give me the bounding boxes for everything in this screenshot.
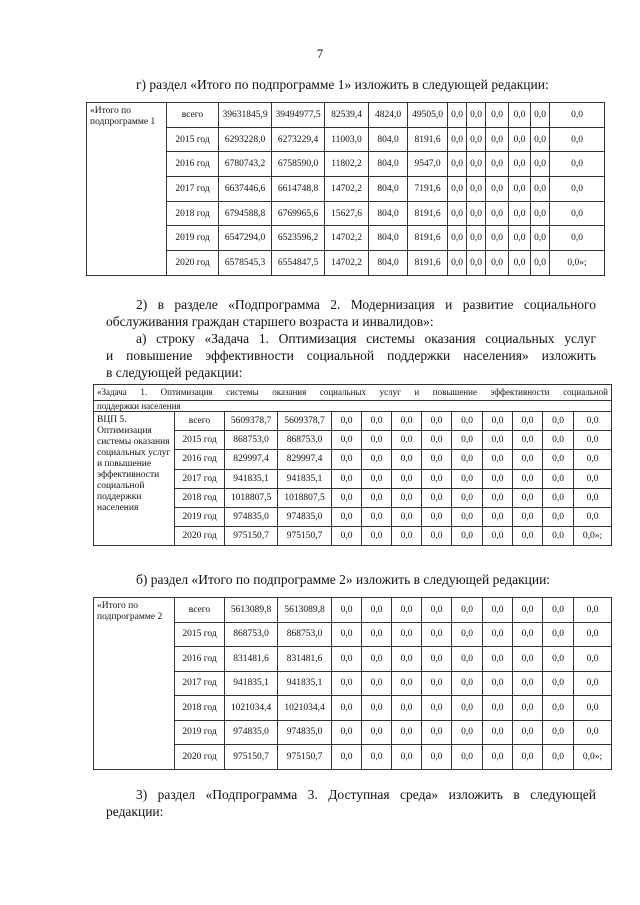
value-cell: 6554847,5 [272,251,325,276]
value-cell: 0,0 [422,696,452,721]
value-cell: 6293228,0 [219,127,272,152]
value-cell: 0,0 [543,412,574,431]
value-cell: 6614748,8 [272,177,325,202]
value-cell: 1018807,5 [278,488,332,507]
value-cell: 0,0 [422,450,452,469]
row-group-label: «Итого по подпрограмме 1 [87,103,167,276]
value-cell: 0,0 [467,226,486,251]
value-cell: 1021034,4 [225,696,278,721]
value-cell: 0,0 [531,226,550,251]
value-cell: 0,0 [467,152,486,177]
value-cell: 6794588,8 [219,201,272,226]
value-cell: 0,0 [550,103,605,128]
value-cell: 0,0 [574,671,612,696]
value-cell: 11802,2 [325,152,369,177]
value-cell: 0,0 [483,527,513,546]
paragraph-a-line2: и повышение эффективности социальной поддержки населения» изложить [106,348,596,363]
period-cell: всего [175,412,225,431]
value-cell: 0,0 [392,527,422,546]
value-cell: 1018807,5 [225,488,278,507]
value-cell: 0,0 [483,671,513,696]
period-cell: 2020 год [167,251,219,276]
value-cell: 11003,0 [325,127,369,152]
value-cell: 0,0 [486,251,509,276]
value-cell: 8191,6 [408,127,448,152]
value-cell: 6758590,0 [272,152,325,177]
value-cell: 0,0 [332,469,362,488]
page-number: 7 [316,46,324,61]
paragraph-b: б) раздел «Итого по подпрограмме 2» изложить в следующей редакции: [136,572,551,587]
value-cell: 974835,0 [278,720,332,745]
value-cell: 0,0 [422,598,452,623]
value-cell: 941835,1 [278,671,332,696]
value-cell: 0,0 [332,450,362,469]
period-cell: 2018 год [175,696,225,721]
value-cell: 0,0 [362,622,392,647]
value-cell: 0,0 [574,622,612,647]
value-cell: 0,0 [422,507,452,526]
value-cell: 0,0 [483,431,513,450]
table-zadacha-1 [93,384,612,546]
value-cell: 0,0 [422,647,452,672]
value-cell: 0,0 [332,622,362,647]
value-cell: 0,0 [550,177,605,202]
value-cell: 804,0 [369,152,408,177]
value-cell: 0,0 [448,177,467,202]
value-cell: 0,0 [392,488,422,507]
value-cell: 0,0 [392,696,422,721]
value-cell: 831481,6 [278,647,332,672]
value-cell: 804,0 [369,226,408,251]
value-cell: 0,0»; [574,745,612,770]
value-cell: 0,0 [531,103,550,128]
value-cell: 0,0 [467,103,486,128]
period-cell: 2019 год [175,720,225,745]
value-cell: 8191,6 [408,226,448,251]
value-cell: 4824,0 [369,103,408,128]
period-cell: 2019 год [167,226,219,251]
value-cell: 15627,6 [325,201,369,226]
value-cell: 0,0 [509,226,531,251]
value-cell: 804,0 [369,127,408,152]
value-cell: 0,0 [392,469,422,488]
value-cell: 829997,4 [278,450,332,469]
value-cell: 6780743,2 [219,152,272,177]
value-cell: 0,0 [332,696,362,721]
value-cell: 0,0 [422,412,452,431]
value-cell: 0,0 [392,745,422,770]
value-cell: 0,0 [422,431,452,450]
value-cell: 0,0 [483,507,513,526]
value-cell: 0,0 [513,622,543,647]
value-cell: 0,0 [513,647,543,672]
value-cell: 14702,2 [325,177,369,202]
value-cell: 0,0 [513,720,543,745]
value-cell: 0,0 [486,177,509,202]
period-cell: 2016 год [175,450,225,469]
value-cell: 0,0 [332,412,362,431]
row-group-label: ВЦП 5. Оптимизация системы оказания социальных услуг и повышение эффективности социальной поддержки населения [94,412,175,546]
value-cell: 0,0 [452,527,483,546]
value-cell: 0,0»; [550,251,605,276]
value-cell: 0,0 [452,488,483,507]
value-cell: 0,0 [362,450,392,469]
value-cell: 0,0 [574,507,612,526]
value-cell: 0,0 [574,412,612,431]
value-cell: 0,0 [422,671,452,696]
value-cell: 0,0 [543,696,574,721]
value-cell: 0,0 [483,469,513,488]
table-header-row-2 [94,401,612,412]
value-cell: 0,0 [362,745,392,770]
table-header-line2: поддержки населения [94,401,612,412]
value-cell: 0,0 [550,152,605,177]
value-cell: 0,0 [574,431,612,450]
value-cell: 8191,6 [408,201,448,226]
table-header-line1: «Задача 1. Оптимизация системы оказания социальных услуг и повышение эффективности социальной [94,385,612,401]
value-cell: 0,0 [513,696,543,721]
period-cell: 2019 год [175,507,225,526]
value-cell: 0,0 [543,745,574,770]
value-cell: 941835,1 [225,671,278,696]
period-cell: 2016 год [175,647,225,672]
value-cell: 0,0 [422,745,452,770]
value-cell: 39631845,9 [219,103,272,128]
value-cell: 0,0 [467,127,486,152]
value-cell: 0,0 [574,598,612,623]
value-cell: 831481,6 [225,647,278,672]
value-cell: 974835,0 [225,720,278,745]
value-cell: 0,0 [483,598,513,623]
value-cell: 0,0 [486,152,509,177]
value-cell: 0,0 [362,527,392,546]
value-cell: 0,0 [531,127,550,152]
value-cell: 868753,0 [278,431,332,450]
value-cell: 0,0 [332,527,362,546]
value-cell: 0,0 [332,647,362,672]
value-cell: 0,0 [531,177,550,202]
paragraph-3-line2: редакции: [106,804,164,819]
value-cell: 0,0 [362,696,392,721]
value-cell: 0,0 [543,507,574,526]
value-cell: 0,0 [452,469,483,488]
value-cell: 0,0 [362,671,392,696]
value-cell: 868753,0 [225,431,278,450]
value-cell: 0,0 [509,201,531,226]
value-cell: 0,0 [332,488,362,507]
value-cell: 0,0 [452,745,483,770]
value-cell: 6769965,6 [272,201,325,226]
row-group-label: «Итого по подпрограмме 2 [94,598,175,770]
table-header-row [94,385,612,401]
value-cell: 7191,6 [408,177,448,202]
value-cell: 0,0 [392,647,422,672]
value-cell: 0,0 [452,647,483,672]
value-cell: 0,0 [392,507,422,526]
period-cell: 2017 год [175,469,225,488]
value-cell: 0,0 [550,127,605,152]
table-row [94,598,612,623]
value-cell: 0,0 [543,527,574,546]
value-cell: 0,0 [332,598,362,623]
value-cell: 0,0 [509,251,531,276]
value-cell: 0,0 [392,412,422,431]
value-cell: 49505,0 [408,103,448,128]
value-cell: 804,0 [369,251,408,276]
value-cell: 0,0 [574,469,612,488]
value-cell: 0,0 [332,431,362,450]
value-cell: 0,0 [422,527,452,546]
value-cell: 0,0 [448,251,467,276]
value-cell: 0,0 [486,127,509,152]
value-cell: 5609378,7 [278,412,332,431]
value-cell: 0,0 [543,598,574,623]
period-cell: 2017 год [167,177,219,202]
value-cell: 5613089,8 [278,598,332,623]
value-cell: 0,0»; [574,527,612,546]
value-cell: 6523596,2 [272,226,325,251]
value-cell: 829997,4 [225,450,278,469]
value-cell: 0,0 [483,720,513,745]
value-cell: 0,0 [509,177,531,202]
value-cell: 0,0 [362,469,392,488]
value-cell: 0,0 [513,450,543,469]
value-cell: 0,0 [448,201,467,226]
value-cell: 974835,0 [225,507,278,526]
value-cell: 0,0 [550,226,605,251]
value-cell: 0,0 [483,488,513,507]
value-cell: 0,0 [392,622,422,647]
paragraph-2-line2: обслуживания граждан старшего возраста и инвалидов»: [106,314,434,329]
value-cell: 6273229,4 [272,127,325,152]
value-cell: 0,0 [513,431,543,450]
value-cell: 0,0 [392,720,422,745]
value-cell: 5609378,7 [225,412,278,431]
value-cell: 804,0 [369,177,408,202]
value-cell: 0,0 [448,103,467,128]
paragraph-g: г) раздел «Итого по подпрограмме 1» изложить в следующей редакции: [136,77,549,92]
value-cell: 0,0 [574,450,612,469]
value-cell: 0,0 [509,152,531,177]
period-cell: 2020 год [175,745,225,770]
value-cell: 0,0 [543,647,574,672]
value-cell: 0,0 [362,488,392,507]
value-cell: 0,0 [422,469,452,488]
value-cell: 0,0 [362,507,392,526]
value-cell: 0,0 [452,450,483,469]
value-cell: 941835,1 [278,469,332,488]
value-cell: 0,0 [452,412,483,431]
period-cell: всего [175,598,225,623]
value-cell: 0,0 [422,720,452,745]
value-cell: 868753,0 [225,622,278,647]
paragraph-2-line1: 2) в разделе «Подпрограмма 2. Модернизация и развитие социального [136,297,596,312]
period-cell: 2020 год [175,527,225,546]
value-cell: 0,0 [543,488,574,507]
value-cell: 0,0 [467,251,486,276]
period-cell: всего [167,103,219,128]
paragraph-a-line3: в следующей редакции: [106,365,243,380]
value-cell: 0,0 [452,720,483,745]
value-cell: 0,0 [513,488,543,507]
value-cell: 0,0 [513,412,543,431]
value-cell: 0,0 [392,450,422,469]
value-cell: 0,0 [452,507,483,526]
value-cell: 1021034,4 [278,696,332,721]
value-cell: 0,0 [362,598,392,623]
value-cell: 974835,0 [278,507,332,526]
value-cell: 975150,7 [225,527,278,546]
paragraph-a-line1: а) строку «Задача 1. Оптимизация системы оказания социальных услуг [136,331,596,346]
value-cell: 0,0 [452,622,483,647]
table-row [87,103,605,128]
value-cell: 0,0 [422,622,452,647]
value-cell: 0,0 [574,647,612,672]
value-cell: 975150,7 [278,527,332,546]
value-cell: 0,0 [332,671,362,696]
value-cell: 0,0 [543,431,574,450]
value-cell: 0,0 [513,527,543,546]
value-cell: 0,0 [550,201,605,226]
table-itogo-podprogramma-1 [86,102,605,276]
period-cell: 2015 год [167,127,219,152]
value-cell: 0,0 [543,469,574,488]
value-cell: 0,0 [362,431,392,450]
value-cell: 0,0 [392,598,422,623]
period-cell: 2015 год [175,431,225,450]
value-cell: 0,0 [483,647,513,672]
value-cell: 0,0 [486,103,509,128]
value-cell: 0,0 [574,696,612,721]
value-cell: 0,0 [574,488,612,507]
period-cell: 2016 год [167,152,219,177]
value-cell: 6637446,6 [219,177,272,202]
paragraph-3-line1: 3) раздел «Подпрограмма 3. Доступная среда» изложить в следующей [136,787,596,802]
value-cell: 0,0 [467,201,486,226]
value-cell: 0,0 [483,745,513,770]
value-cell: 0,0 [362,647,392,672]
value-cell: 0,0 [543,450,574,469]
value-cell: 0,0 [483,696,513,721]
value-cell: 0,0 [392,431,422,450]
value-cell: 0,0 [513,745,543,770]
value-cell: 0,0 [513,507,543,526]
value-cell: 975150,7 [278,745,332,770]
value-cell: 0,0 [392,671,422,696]
value-cell: 0,0 [509,103,531,128]
value-cell: 0,0 [513,469,543,488]
value-cell: 0,0 [332,507,362,526]
value-cell: 5613089,8 [225,598,278,623]
value-cell: 0,0 [483,622,513,647]
value-cell: 975150,7 [225,745,278,770]
value-cell: 0,0 [486,201,509,226]
value-cell: 0,0 [452,671,483,696]
value-cell: 0,0 [509,127,531,152]
table-row [94,412,612,431]
value-cell: 0,0 [332,720,362,745]
value-cell: 0,0 [531,152,550,177]
value-cell: 14702,2 [325,251,369,276]
value-cell: 0,0 [531,251,550,276]
value-cell: 14702,2 [325,226,369,251]
value-cell: 0,0 [513,671,543,696]
value-cell: 9547,0 [408,152,448,177]
value-cell: 0,0 [483,450,513,469]
value-cell: 0,0 [467,177,486,202]
value-cell: 0,0 [483,412,513,431]
value-cell: 0,0 [452,696,483,721]
value-cell: 0,0 [362,412,392,431]
period-cell: 2017 год [175,671,225,696]
value-cell: 0,0 [448,226,467,251]
value-cell: 0,0 [543,622,574,647]
value-cell: 804,0 [369,201,408,226]
value-cell: 0,0 [448,152,467,177]
value-cell: 941835,1 [225,469,278,488]
period-cell: 2015 год [175,622,225,647]
value-cell: 0,0 [422,488,452,507]
value-cell: 0,0 [543,720,574,745]
period-cell: 2018 год [167,201,219,226]
value-cell: 0,0 [448,127,467,152]
period-cell: 2018 год [175,488,225,507]
value-cell: 8191,6 [408,251,448,276]
value-cell: 0,0 [543,671,574,696]
value-cell: 0,0 [452,431,483,450]
value-cell: 0,0 [332,745,362,770]
value-cell: 6578545,3 [219,251,272,276]
value-cell: 0,0 [574,720,612,745]
value-cell: 6547294,0 [219,226,272,251]
value-cell: 82539,4 [325,103,369,128]
value-cell: 868753,0 [278,622,332,647]
table-itogo-podprogramma-2 [93,597,612,770]
value-cell: 0,0 [362,720,392,745]
value-cell: 39494977,5 [272,103,325,128]
value-cell: 0,0 [486,226,509,251]
value-cell: 0,0 [531,201,550,226]
value-cell: 0,0 [452,598,483,623]
value-cell: 0,0 [513,598,543,623]
